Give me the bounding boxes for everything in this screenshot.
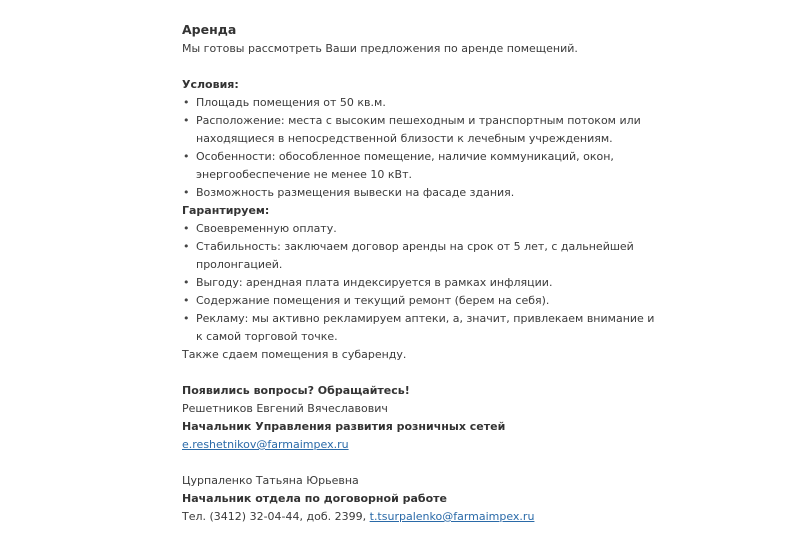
rent-intro: Мы готовы рассмотреть Ваши предложения по аренде помещений. (182, 42, 578, 55)
sublease-note: Также сдаем помещения в субаренду. (182, 348, 407, 361)
contact-name: Цурпаленко Татьяна Юрьевна (182, 474, 359, 487)
contact-position: Начальник Управления развития розничных сетей (182, 420, 506, 433)
rent-section (182, 20, 662, 526)
contact-position: Начальник отдела по договорной работе (182, 492, 447, 505)
contact-phone-line (182, 508, 662, 526)
conditions-list (182, 94, 662, 202)
list-item: • Своевременную оплату. (196, 220, 662, 238)
list-item: • Содержание помещения и текущий ремонт (берем на себя). (196, 292, 662, 310)
rent-title: Аренда (182, 22, 237, 37)
list-item: • Особенности: обособленное помещение, наличие коммуникаций, окон, энергообеспечение не менее 10 кВт. (196, 148, 662, 184)
guarantees-title: Гарантируем: (182, 204, 270, 217)
conditions-title: Условия: (182, 78, 239, 91)
contact-phone: Тел. (3412) 32-04-44, доб. 2399, (182, 510, 367, 523)
contacts-question: Появились вопросы? Обращайтесь! (182, 384, 410, 397)
contact-email-link[interactable]: t.tsurpalenko@farmaimpex.ru (369, 510, 535, 523)
list-item: • Выгоду: арендная плата индексируется в рамках инфляции. (196, 274, 662, 292)
contact-name: Решетников Евгений Вячеславович (182, 402, 388, 415)
list-item: • Рекламу: мы активно рекламируем аптеки, а, значит, привлекаем внимание и к самой торговой точке. (196, 310, 662, 346)
guarantees-list (182, 220, 662, 346)
contact-email-link[interactable]: e.reshetnikov@farmaimpex.ru (182, 438, 349, 451)
list-item: • Расположение: места с высоким пешеходным и транспортным потоком или находящиеся в непосредственной близости к лечебным учреждениям. (196, 112, 662, 148)
list-item: • Стабильность: заключаем договор аренды на срок от 5 лет, с дальнейшей пролонгацией. (196, 238, 662, 274)
list-item: • Возможность размещения вывески на фасаде здания. (196, 184, 662, 202)
list-item: • Площадь помещения от 50 кв.м. (196, 94, 662, 112)
